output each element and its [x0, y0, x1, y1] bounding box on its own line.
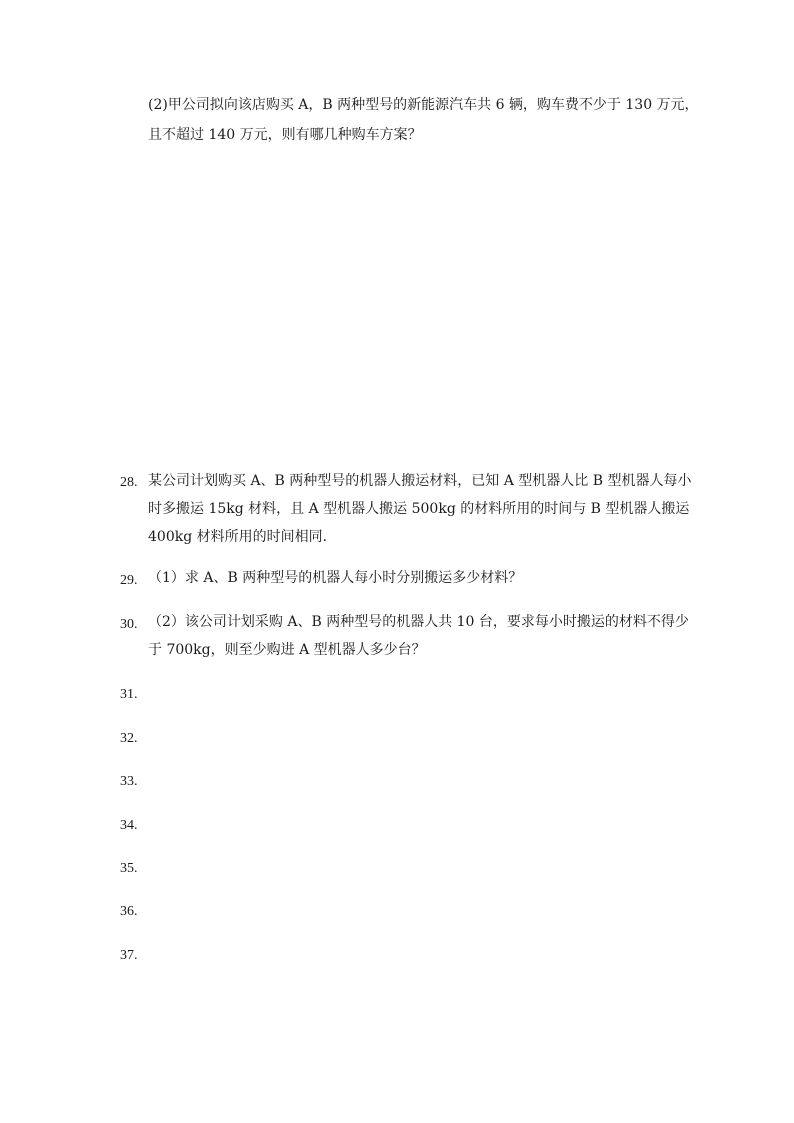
question-number-31: 31.: [120, 687, 138, 702]
question-number-36: 36.: [120, 904, 138, 919]
question-30-line1: （2）该公司计划采购 A、B 两种型号的机器人共 10 台，要求每小时搬运的材料不得少: [148, 614, 689, 630]
question-28-line1: 某公司计划购买 A、B 两种型号的机器人搬运材料，已知 A 型机器人比 B 型机器人每小: [148, 473, 692, 489]
prev-question-part2-line1: (2)甲公司拟向该店购买 A，B 两种型号的新能源汽车共 6 辆，购车费不少于 130 万元，: [148, 97, 699, 113]
question-number-37: 37.: [120, 948, 138, 963]
question-number-34: 34.: [120, 818, 138, 833]
question-number-28: 28.: [120, 475, 138, 490]
question-28-line2: 时多搬运 15kg 材料，且 A 型机器人搬运 500kg 的材料所用的时间与 B 型机器人搬运: [148, 501, 690, 517]
question-number-30: 30.: [120, 617, 138, 632]
question-number-35: 35.: [120, 861, 138, 876]
prev-question-part2-line2: 且不超过 140 万元，则有哪几种购车方案？: [148, 127, 422, 143]
question-28-line3: 400kg 材料所用的时间相同．: [148, 529, 337, 545]
question-number-29: 29.: [120, 573, 138, 588]
question-30-line2: 于 700kg，则至少购进 A 型机器人多少台？: [148, 642, 426, 658]
question-29-line1: （1）求 A、B 两种型号的机器人每小时分别搬运多少材料？: [148, 570, 523, 586]
question-number-33: 33.: [120, 774, 138, 789]
question-number-32: 32.: [120, 731, 138, 746]
